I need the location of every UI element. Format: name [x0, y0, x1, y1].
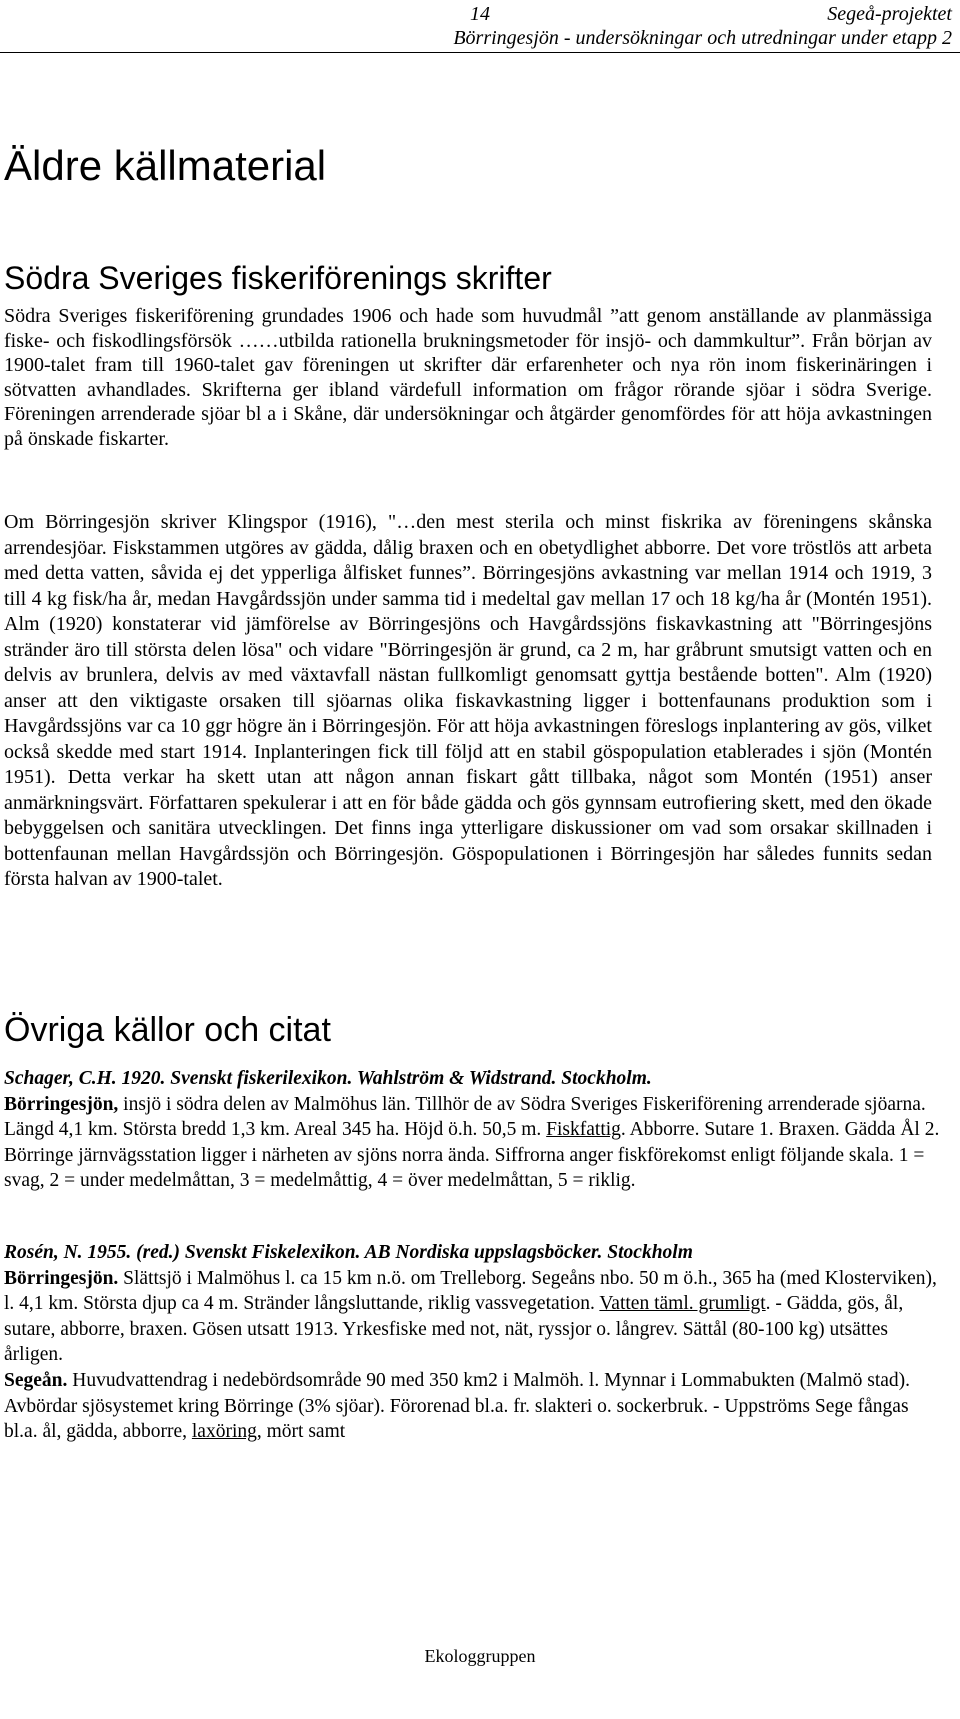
entry-text: Slättsjö i Malmöhus l. ca 15 km n.ö. om Trelleborg. Segeåns nbo. 50 m ö.h., 365 ha (med Klosterviken), l. 4,1 km. Största djup ca 4 m. Stränder långsluttande, riklig vassvegetation.: [4, 1267, 937, 1315]
entry-text: . - Gädda, gös, ål, sutare, abborre, braxen. Gösen utsatt 1913. Yrkesfiske med not, nät, ryssjor o. långrev. Sättål (80-100 kg) utsättes årligen.: [4, 1293, 904, 1366]
entry-term-borringesjon: Börringesjön.: [4, 1267, 119, 1289]
project-name: Segeå-projektet: [827, 3, 952, 25]
entry-text: . Abborre. Sutare 1. Braxen. Gädda Ål 2. Börringe järnvägsstation ligger i närheten av sjöns norra ända. Siffrorna anger fiskförekomst enligt följande skala. 1 = svag, 2 = under medelmåttan, 3 = medelmåttig, 4 = över medelmåttan, 5 = riklig.: [4, 1119, 940, 1192]
entry-term-segean: Segeån.: [4, 1369, 68, 1391]
paragraph-fiskeriforening-intro: Södra Sveriges fiskeriförening grundades 1906 och hade som huvudmål ”att genom anställande av planmässiga fiske- och fiskodlingsförsök ……utbilda rationella brukningsmetoder för insjö- och dammkultur”. Från början av 1900-talet fram till 1960-talet gav föreningen ut skrifter där erfarenheter och nya rön inom fiskerinäringen i sötvatten avhandlades. Skrifterna ger ibland värdefull information om frågor rörande sjöar i södra Sverige. Föreningen arrenderade sjöar bl a i Skåne, där undersökningar och åtgärder genomfördes för att höja avkastningen på önskade fiskarter.: [4, 305, 932, 450]
underlined-term-vatten: Vatten täml. grumligt: [599, 1293, 766, 1315]
underlined-term-laxoring: laxöring,: [191, 1421, 262, 1443]
header-divider: [0, 52, 960, 53]
section-heading-fiskeriforening: Södra Sveriges fiskeriförenings skrifter: [4, 260, 552, 296]
citation-rosen: Rosén, N. 1955. (red.) Svenskt Fiskelexikon. AB Nordiska uppslagsböcker. Stockholm: [4, 1242, 693, 1263]
entry-text: insjö i södra delen av Malmöhus län. Tillhör de av Södra Sveriges Fiskeriförening arrenderade sjöarna. Längd 4,1 km. Största bredd 1,3 km. Areal 345 ha. Höjd ö.h. 50,5 m.: [4, 1093, 926, 1141]
reference-rosen: [4, 1240, 940, 1445]
running-header: [453, 2, 952, 50]
entry-term-borringesjon: Börringesjön,: [4, 1093, 119, 1115]
reference-schager: [4, 1066, 940, 1194]
page-number: 14: [470, 3, 490, 25]
entry-text: Huvudvattendrag i nedebördsområde 90 med 350 km2 i Malmöh. l. Mynnar i Lommabukten (Malmö stad). Avbördar sjösystemet kring Börringe (3% sjöar). Förorenad bl.a. fr. slakteri o. sockerbruk. - Uppströms Sege fångas bl.a. ål, gädda, abborre,: [4, 1369, 911, 1443]
paragraph-borringesjon-history: Om Börringesjön skriver Klingspor (1916), "…den mest sterila och minst fiskrika av föreningens skånska arrendesjöar. Fiskstammen utgöres av gädda, dålig braxen och en obetydlighet abborre. Det vore tröstlös att arbeta med detta vatten, såvida ej det ypperliga ålfisket funnes”. Börringesjöns avkastning var mellan 1914 och 1919, 3 till 4 kg fisk/ha år, medan Havgårdssjön under samma tid i medeltal gav mellan 17 och 18 kg/ha år (Montén 1951). Alm (1920) konstaterar vid jämförelse av Börringesjöns och Havgårdssjöns fiskavkastning att "Börringesjöns stränder äro till största delen lösa" och vidare "Börringesjön är grund, ca 2 m, har gråbrunt smutsigt vatten och en delvis av brunlera, delvis av med växtavfall nästan fullkomligt genomsatt gyttja bestående botten". Alm (1920) anser att den viktigaste orsaken till sjöarnas olika fiskavkastning ligger i bottenfaunans produktion som i Havgårdssjöns var ca 10 ggr högre än i Börringesjön. För att höja avkastningen föreslogs inplantering av gös, vilket också skedde med start 1914. Inplanteringen fick till följd att en stabil göspopulation etablerades i sjön (Montén 1951). Detta verkar ha skett utan att någon annan fiskart gått tillbaka, något som Montén (1951) anser anmärkningsvärt. Författaren spekulerar i att en för både gädda och gös gynnsam eutrofiering skett, med den ökade bebyggelsen och sanitära utvecklingen. Det finns inga ytterligare diskussioner om vad som orsakar skillnaden i bottenfaunan mellan Havgårdssjön och Börringesjön. Göspopulationen i Börringesjön har således funnits sedan första halvan av 1900-talet.: [4, 511, 932, 890]
section-heading-ovriga-kallor: Övriga källor och citat: [4, 1011, 331, 1049]
page-footer: Ekologgruppen: [424, 1646, 536, 1666]
page-title: Äldre källmaterial: [4, 142, 327, 189]
underlined-term-fiskfattig: Fiskfattig: [546, 1119, 621, 1141]
report-subtitle: Börringesjön - undersökningar och utredningar under etapp 2: [453, 27, 952, 49]
citation-schager: Schager, C.H. 1920. Svenskt fiskerilexikon. Wahlström & Widstrand. Stockholm.: [4, 1068, 652, 1089]
entry-text: mört samt: [261, 1421, 346, 1443]
